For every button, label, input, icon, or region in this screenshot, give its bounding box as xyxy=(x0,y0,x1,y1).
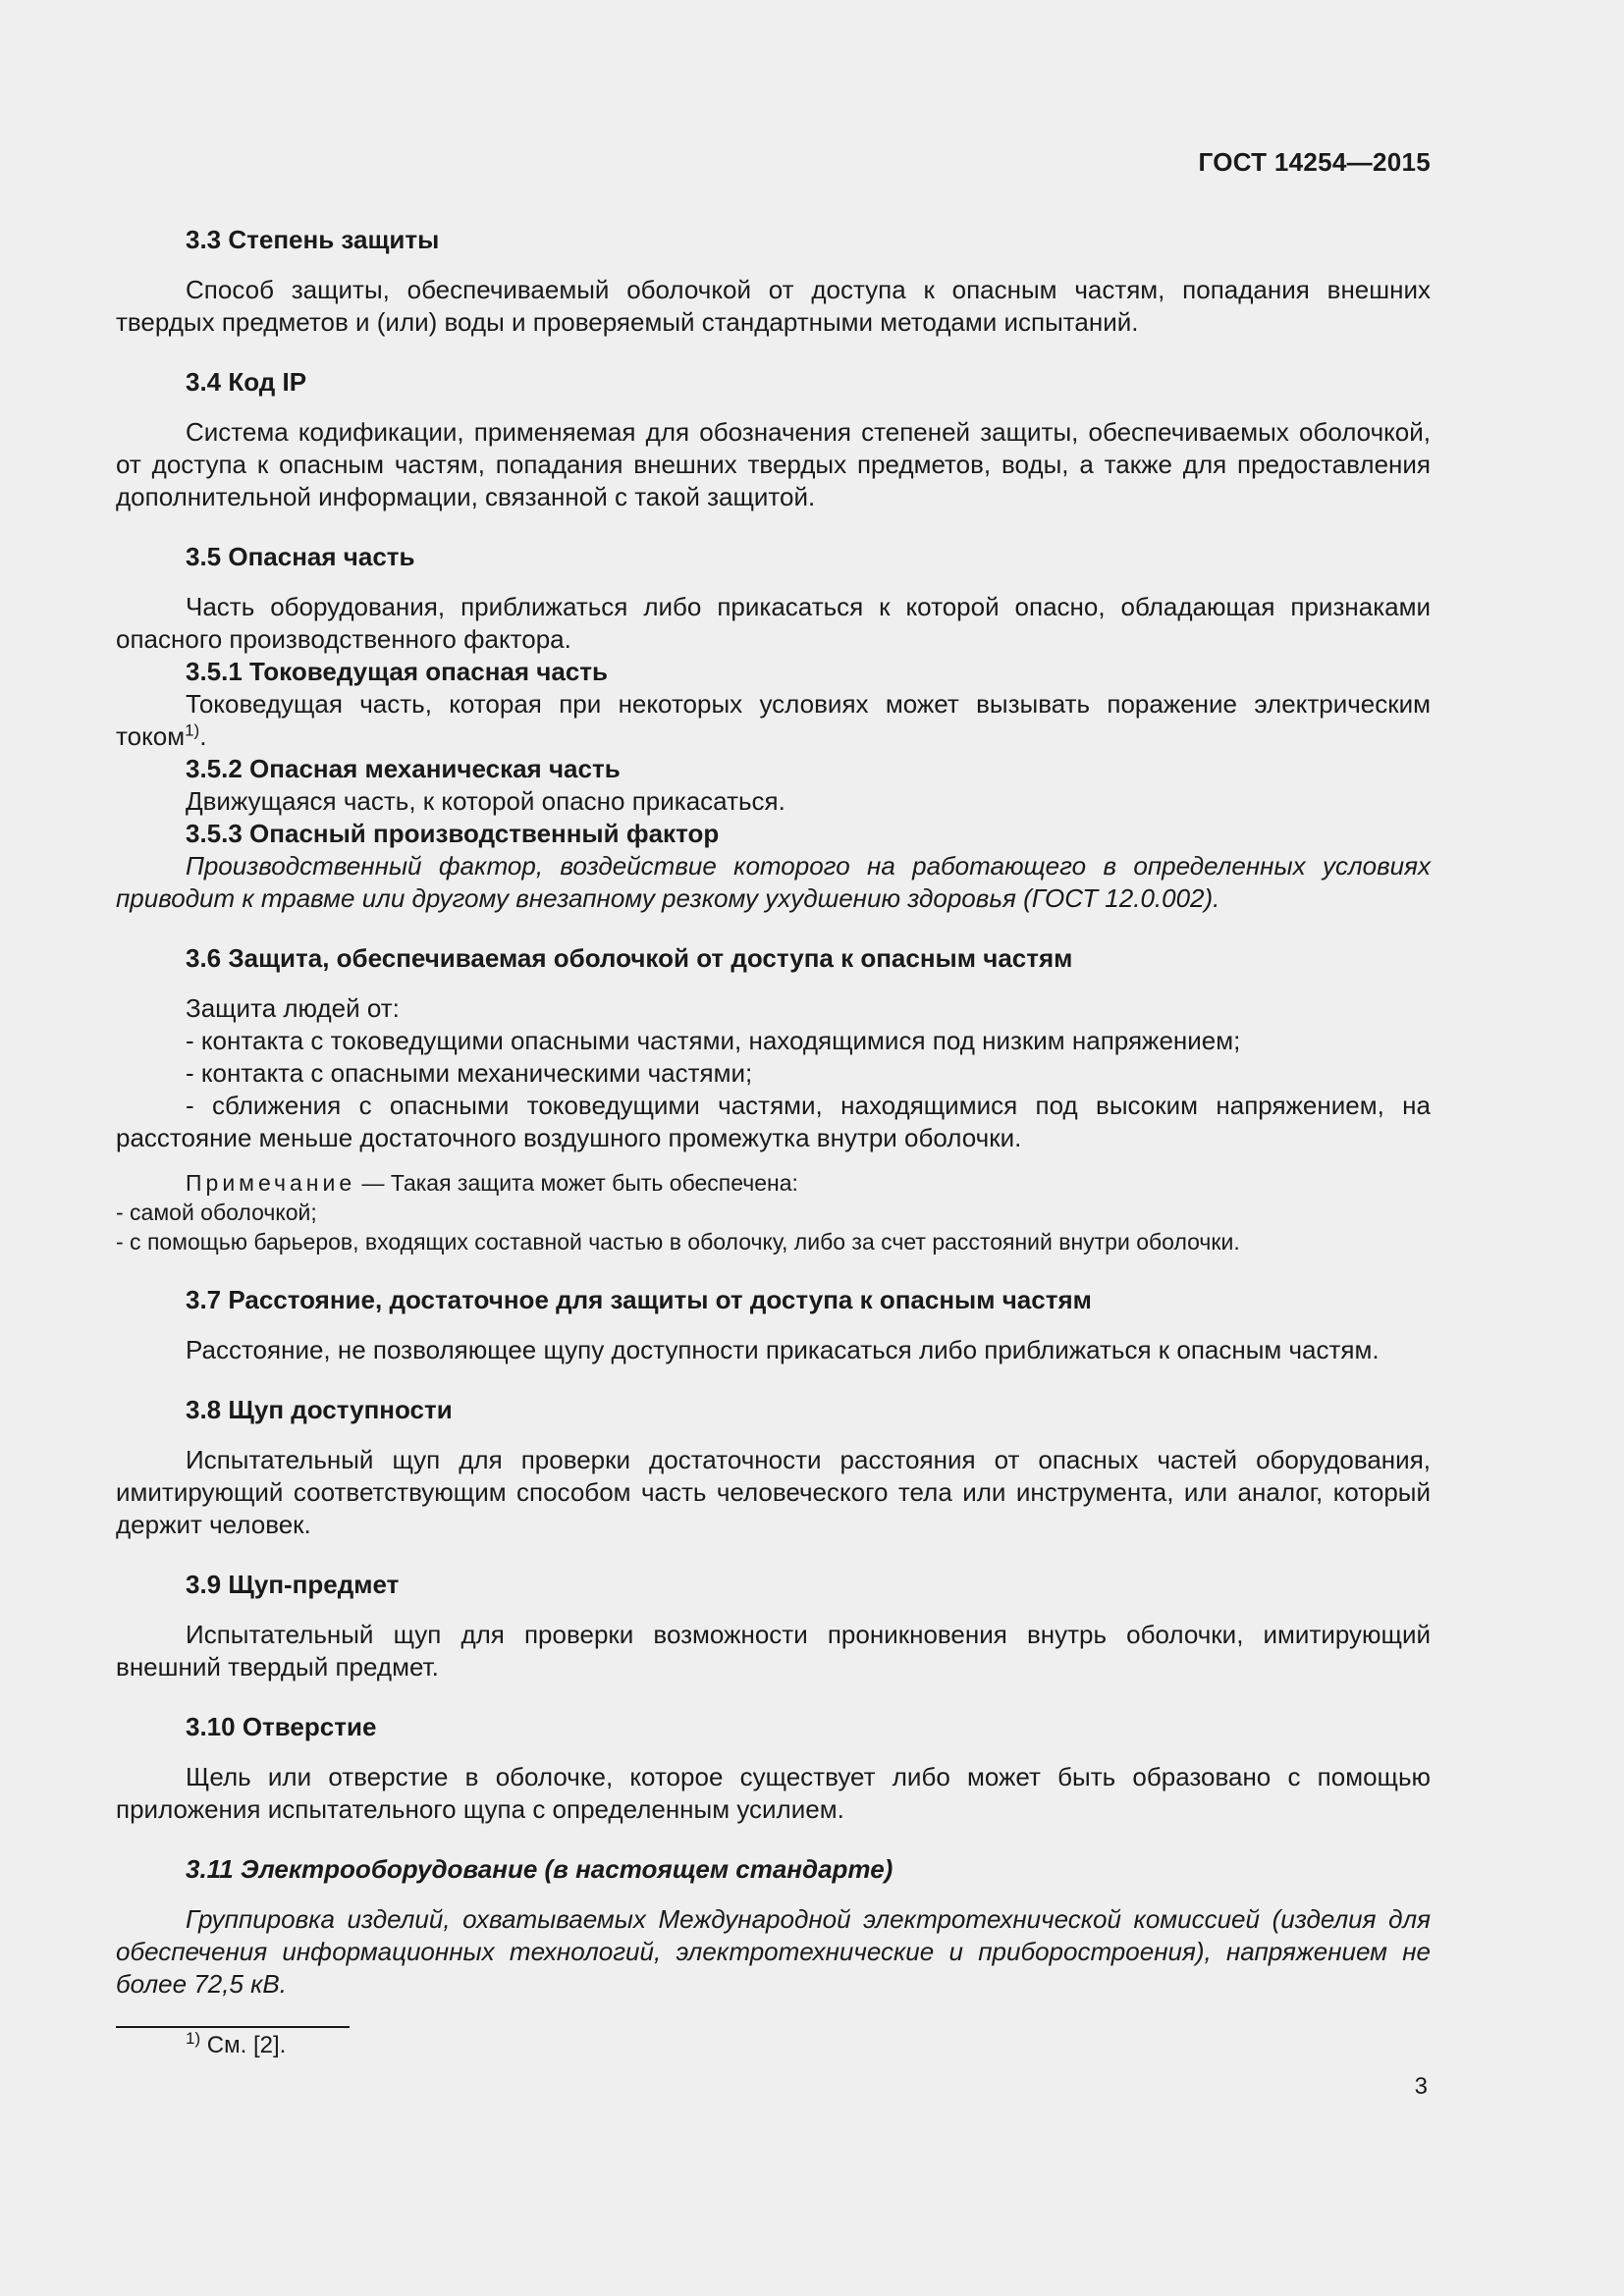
section-3-11-title: 3.11 Электрооборудование (в настоящем стандарте) xyxy=(186,1854,893,1884)
section-3-5-text: Часть оборудования, приближаться либо прикасаться к которой опасно, обладающая признаками опасного производственного фактора. xyxy=(116,592,1431,654)
section-3-5-1-text: Токоведущая часть, которая при некоторых условиях может вызывать поражение электрическим током$^{1)}$. xyxy=(116,689,1431,751)
section-3-3-text: Способ защиты, обеспечиваемый оболочкой от доступа к опасным частям, попадания внешних твердых предметов и (или) воды и проверяемый стандартными методами испытаний. xyxy=(116,275,1431,337)
note-list-item: - самой оболочкой; xyxy=(116,1200,317,1225)
section-3-5-2-text: Движущаяся часть, к которой опасно прикасаться. xyxy=(186,786,785,816)
section-3-6-intro: Защита людей от: xyxy=(186,993,400,1023)
footnote xyxy=(186,2030,286,2061)
footnote-ref[interactable]: 1) xyxy=(185,721,200,740)
section-3-9-title: 3.9 Щуп-предмет xyxy=(186,1570,400,1599)
section-3-4-text: Система кодификации, применяемая для обозначения степеней защиты, обеспечиваемых оболочкой, от доступа к опасным частям, попадания внешних твердых предметов, воды, а также для предоставления дополнительной информации, связанной с такой защитой. xyxy=(116,417,1431,511)
document-body xyxy=(116,211,1431,2001)
section-3-5-title: 3.5 Опасная часть xyxy=(186,542,415,571)
note-list-item: - с помощью барьеров, входящих составной частью в оболочку, либо за счет расстояний внутри оболочки. xyxy=(116,1229,1240,1255)
section-3-3-title: 3.3 Степень защиты xyxy=(186,225,440,254)
footnote-mark: 1) xyxy=(186,2029,201,2048)
list-item: - контакта с опасными механическими частями; xyxy=(186,1058,753,1088)
section-3-7-title: 3.7 Расстояние, достаточное для защиты от доступа к опасным частям xyxy=(186,1285,1092,1314)
footnote-text: См. [2]. xyxy=(206,2032,287,2058)
section-3-7-text: Расстояние, не позволяющее щупу доступности прикасаться либо приближаться к опасным частям. xyxy=(186,1335,1380,1364)
section-3-5-3-title: 3.5.3 Опасный производственный фактор xyxy=(186,819,720,848)
list-item: - сближения с опасными токоведущими частями, находящимися под высоким напряжением, на расстояние меньше достаточного воздушного промежутка внутри оболочки. xyxy=(116,1091,1431,1152)
page-number: 3 xyxy=(1414,2073,1428,2100)
list-item: - контакта с токоведущими опасными частями, находящимися под низким напряжением; xyxy=(186,1026,1241,1055)
section-3-4-title: 3.4 Код IP xyxy=(186,367,307,397)
footnote-divider xyxy=(116,2026,350,2028)
note-text: Такая защита может быть обеспечена: xyxy=(390,1170,798,1196)
note-block xyxy=(116,1168,1431,1256)
section-3-5-3-text: Производственный фактор, воздействие которого на работающего в определенных условиях приводит к травме или другому внезапному резкому ухудшению здоровья (ГОСТ 12.0.002). xyxy=(116,851,1431,913)
note-label: Примечание xyxy=(186,1170,356,1196)
document-header: ГОСТ 14254—2015 xyxy=(1198,147,1431,177)
section-3-9-text: Испытательный щуп для проверки возможности проникновения внутрь оболочки, имитирующий внешний твердый предмет. xyxy=(116,1620,1431,1682)
section-3-10-title: 3.10 Отверстие xyxy=(186,1712,377,1741)
section-3-8-text: Испытательный щуп для проверки достаточности расстояния от опасных частей оборудования, имитирующий соответствующим способом часть человеческого тела или инструмента, или аналог, который держит человек. xyxy=(116,1445,1431,1539)
note-dash: — xyxy=(361,1170,385,1196)
section-3-5-2-title: 3.5.2 Опасная механическая часть xyxy=(186,754,621,783)
section-3-10-text: Щель или отверстие в оболочке, которое существует либо может быть образовано с помощью приложения испытательного щупа с определенным усилием. xyxy=(116,1762,1431,1824)
section-3-6-title: 3.6 Защита, обеспечиваемая оболочкой от доступа к опасным частям xyxy=(186,943,1073,973)
section-3-5-1-title: 3.5.1 Токоведущая опасная часть xyxy=(186,657,609,686)
section-3-8-title: 3.8 Щуп доступности xyxy=(186,1395,453,1424)
section-3-11-text: Группировка изделий, охватываемых Международной электротехнической комиссией (изделия для обеспечения информационных технологий, электротехнические и приборостроения), напряжением не более 72,5 кВ. xyxy=(116,1904,1431,1999)
